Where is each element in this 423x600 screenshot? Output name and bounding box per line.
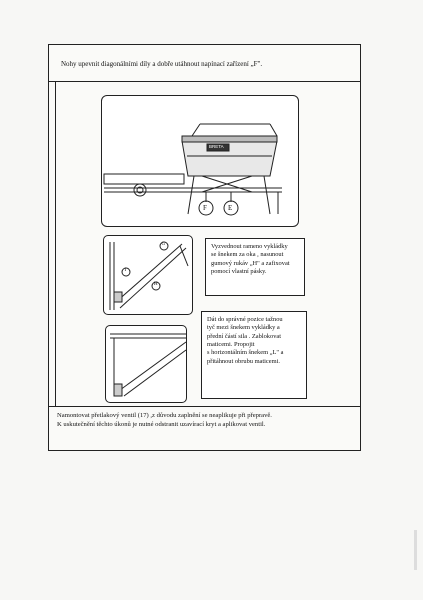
footer-line: K uskutečnění těchto úkonů je nutné odstranit uzavírací kryt a aplikovat ventil.: [57, 420, 266, 428]
step2-line: přední částí sila . Zablokovat: [207, 332, 282, 340]
step1-illustration: [103, 235, 193, 315]
step2-note: [201, 311, 307, 399]
step2-drawing: [106, 326, 188, 404]
scan-edge-mark: [414, 530, 417, 570]
brand-label: BRETA: [209, 144, 224, 149]
step1-line: gumový rukáv „H" a zafixovat: [211, 259, 290, 267]
step1-line: Vyzvednout rameno vykládky: [211, 243, 288, 250]
step1-line: se šnekem za oka , nasunout: [211, 251, 284, 259]
callout-i: I: [124, 268, 127, 273]
step2-line: maticemi. Propojit: [207, 340, 255, 348]
callout-e: E: [228, 204, 233, 212]
footer-divider: [49, 406, 360, 407]
callout-g: G: [161, 242, 166, 247]
footer-text: [57, 412, 357, 430]
step1-line: pomocí vlastní pásky.: [211, 267, 267, 275]
step1-drawing: [104, 236, 194, 316]
step2-line: Dát do správné pozice tažnou: [207, 316, 283, 323]
step1-note: [205, 238, 305, 296]
instruction-frame: [48, 44, 361, 451]
step2-line: s horizontálním šnekem „L" a: [207, 349, 284, 357]
header-instruction: Nohy upevnit diagonálními díly a dobře utáhnout napínací zařízení „F".: [61, 60, 263, 68]
step2-line: přitáhnout obrubu maticemi.: [207, 357, 280, 365]
machine-drawing: [102, 96, 300, 228]
machine-illustration: [101, 95, 299, 227]
step2-illustration: [105, 325, 187, 403]
callout-f: F: [203, 204, 207, 212]
footer-line: Namontovat přetlakový ventil (17) ,z důvodu zaplnění se neaplikuje při přepravě.: [57, 412, 272, 419]
left-margin-line: [55, 81, 56, 406]
header-divider: [49, 81, 360, 82]
callout-h: H: [154, 282, 158, 287]
step2-line: tyč mezi šnekem vykládky a: [207, 324, 280, 332]
